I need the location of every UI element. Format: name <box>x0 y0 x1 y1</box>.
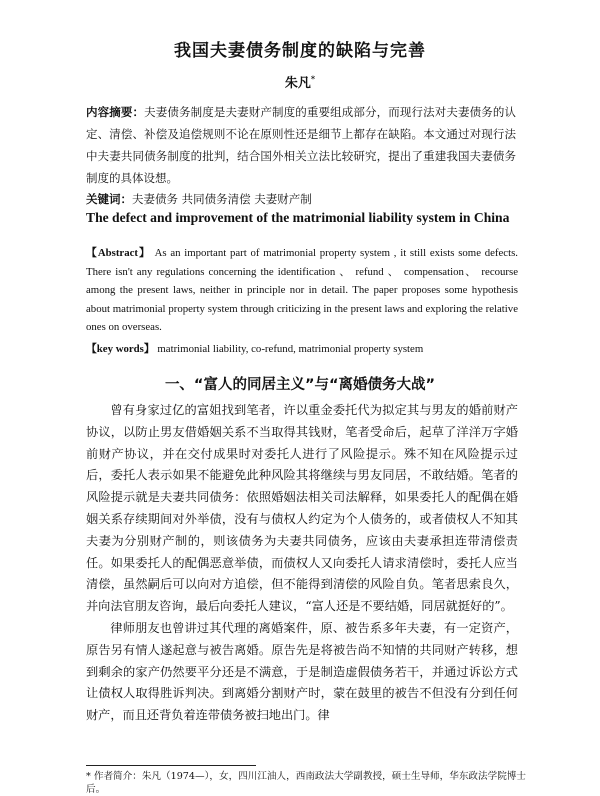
author-footnote: * 作者简介：朱凡（1974—），女，四川江油人，西南政法大学副教授，硕士生导师，华东政法学院博士后。 <box>86 771 526 795</box>
keywords-cn-text: 夫妻债务 共同债务清偿 夫妻财产制 <box>132 192 312 206</box>
section-body <box>86 400 518 727</box>
keywords-en <box>86 340 518 358</box>
body-paragraph: 曾有身家过亿的富姐找到笔者，许以重金委托代为拟定其与男友的婚前财产协议，以防止男友借婚姻关系不当取得其钱财，笔者受命后，起草了洋洋万字婚前财产协议，并在交付成果时对委托人进行了风险提示。殊不知在风险提示过后，委托人表示如果不能避免此种风险其将继续与男友同居，不敢结婚。笔者的风险提示就是夫妻共同债务：依照婚姻法相关司法解释，如果委托人的配偶在婚姻关系存续期间对外举债，没有与债权人约定为个人债务的，或者债权人不知其夫妻为分别财产制的，则该债务为夫妻共同债务，应该由夫妻承担连带清偿责任。如果委托人的配偶恶意举债，而债权人又向委托人请求清偿时，委托人应当清偿，虽然嗣后可以向对方追偿，但不能得到清偿的风险自负。笔者思索良久，并向法官朋友咨询，最后向委托人建议，“富人还是不要结婚，同居就挺好的”。 <box>86 403 518 614</box>
author-name: 朱凡 <box>284 76 311 91</box>
abstract-cn-text: 夫妻债务制度是夫妻财产制度的重要组成部分，而现行法对夫妻债务的认定、清偿、补偿及追偿规则不论在原则性还是细节上都存在缺陷。本文通过对现行法中夫妻共同债务制度的批判，结合国外相关立法比较研究，提出了重建我国夫妻债务制度的具体设想。 <box>86 105 516 185</box>
keywords-cn-label: 关键词： <box>86 192 132 206</box>
abstract-en-label: 【Abstract】 <box>86 247 151 259</box>
section-heading: 一、“富人的同居主义”与“离婚债务大战” <box>164 377 436 393</box>
footnote-divider <box>86 765 256 766</box>
keywords-cn <box>86 189 516 209</box>
keywords-en-text: matrimonial liability, co-refund, matrimonial property system <box>154 343 424 355</box>
author-footnote-mark: * <box>310 73 316 84</box>
article-title: 我国夫妻债务制度的缺陷与完善 <box>174 41 426 61</box>
abstract-en <box>86 244 518 337</box>
body-paragraph: 律师朋友也曾讲过其代理的离婚案件，原、被告系多年夫妻，有一定资产，原告另有情人遂起意与被告离婚。原告先是将被告尚不知情的共同财产转移，想到剩余的家产仍然要平分还是不满意，于是制造虚假债务若干，并通过诉讼方式让债权人取得胜诉判决。到离婚分割财产时，蒙在鼓里的被告不但没有分到任何财产，而且还背负着连带债务被扫地出门。律 <box>86 620 518 723</box>
english-title: The defect and improvement of the matrimonial liability system in China <box>86 210 510 225</box>
abstract-en-text: As an important part of matrimonial property system , it still exists some defects. There isn't any regulations concerning the identification 、 refund 、 compensation、 recourse among the present laws, neither in principle nor in detail. The paper proposes some hypothesis about matrimonial property system through criticizing in the present laws and exploring the relative ones on overseas. <box>86 247 518 333</box>
keywords-en-label: 【key words】 <box>86 343 155 355</box>
abstract-cn <box>86 101 516 189</box>
author-line <box>0 72 600 91</box>
abstract-cn-label: 内容摘要： <box>86 105 145 119</box>
